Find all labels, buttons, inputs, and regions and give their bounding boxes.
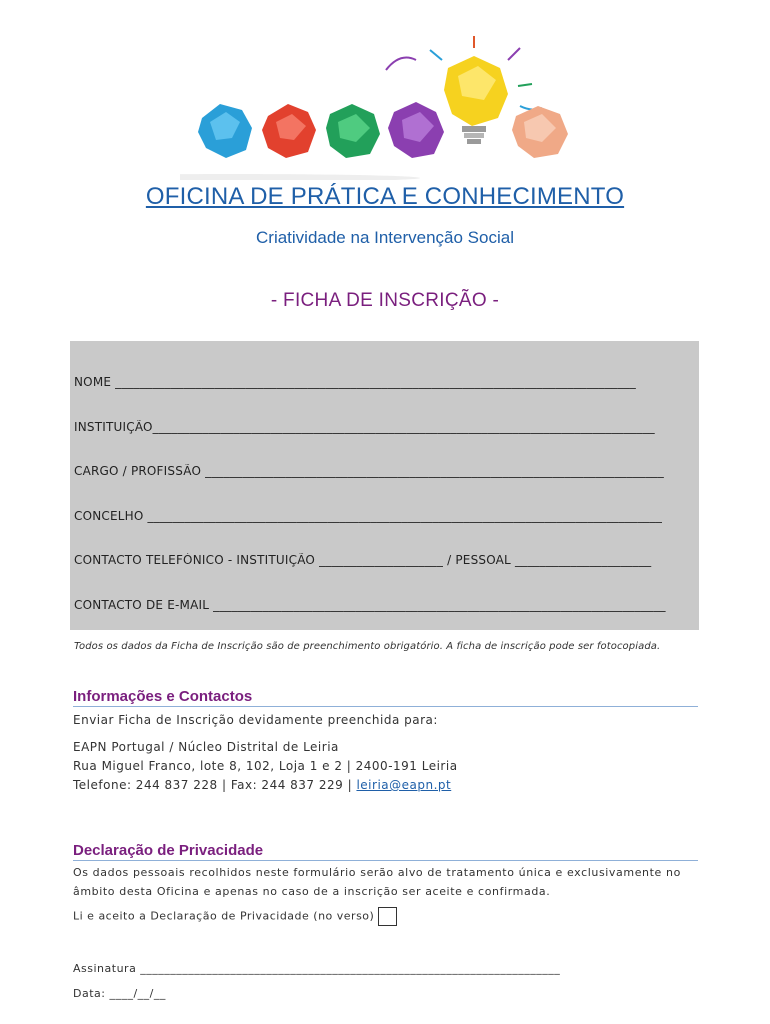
- blue-paper-ball: [198, 104, 252, 158]
- signature-line[interactable]: Assinatura ______________________________________________________________________: [73, 962, 561, 975]
- privacy-checkbox[interactable]: [378, 907, 397, 926]
- purple-paper-ball: [388, 102, 444, 158]
- municipality-field[interactable]: CONCELHO ___________________________________________________________________________________: [74, 509, 663, 523]
- crumpled-paper-balls: [180, 36, 568, 180]
- institution-field[interactable]: INSTITUIÇÃO_________________________________________________________________________________: [74, 420, 655, 434]
- green-paper-ball: [326, 104, 380, 158]
- contacts-phone: [73, 778, 451, 792]
- phone-field[interactable]: CONTACTO TELEFÓNICO - INSTITUIÇÃO ____________________ / PESSOAL ______________________: [74, 553, 652, 567]
- contacts-heading: Informações e Contactos: [73, 688, 698, 707]
- privacy-accept-row: [73, 907, 397, 926]
- date-line[interactable]: Data: ____/__/__: [73, 987, 166, 1000]
- red-paper-ball: [262, 104, 316, 158]
- contacts-address: Rua Miguel Franco, lote 8, 102, Loja 1 e 2 | 2400-191 Leiria: [73, 759, 458, 773]
- name-field[interactable]: NOME ____________________________________________________________________________________: [74, 375, 636, 389]
- contacts-org: EAPN Portugal / Núcleo Distrital de Leiria: [73, 740, 339, 754]
- form-note: Todos os dados da Ficha de Inscrição são de preenchimento obrigatório. A ficha de inscrição pode ser fotocopiada.: [74, 641, 661, 652]
- peach-paper-ball: [512, 106, 568, 158]
- header-illustration: [180, 30, 600, 180]
- contacts-intro: Enviar Ficha de Inscrição devidamente preenchida para:: [73, 713, 438, 727]
- registration-form-box: [70, 341, 699, 630]
- email-link[interactable]: leiria@eapn.pt: [356, 778, 452, 792]
- form-heading: - FICHA DE INSCRIÇÃO -: [270, 290, 500, 311]
- position-field[interactable]: CARGO / PROFISSÃO __________________________________________________________________________: [74, 464, 664, 478]
- page-title: OFICINA DE PRÁTICA E CONHECIMENTO: [145, 183, 625, 210]
- email-field[interactable]: CONTACTO DE E-MAIL _________________________________________________________________________: [74, 598, 666, 612]
- page-subtitle: Criatividade na Intervenção Social: [256, 228, 514, 247]
- privacy-accept-label: Li e aceito a Declaração de Privacidade (no verso): [73, 909, 375, 923]
- privacy-heading: Declaração de Privacidade: [73, 842, 698, 861]
- phone-fax-text: Telefone: 244 837 228 | Fax: 244 837 229 |: [73, 778, 357, 792]
- privacy-text: Os dados pessoais recolhidos neste formulário serão alvo de tratamento única e exclusivamente no âmbito desta Oficina e apenas no caso de a inscrição ser aceite e confirmada.: [73, 866, 681, 898]
